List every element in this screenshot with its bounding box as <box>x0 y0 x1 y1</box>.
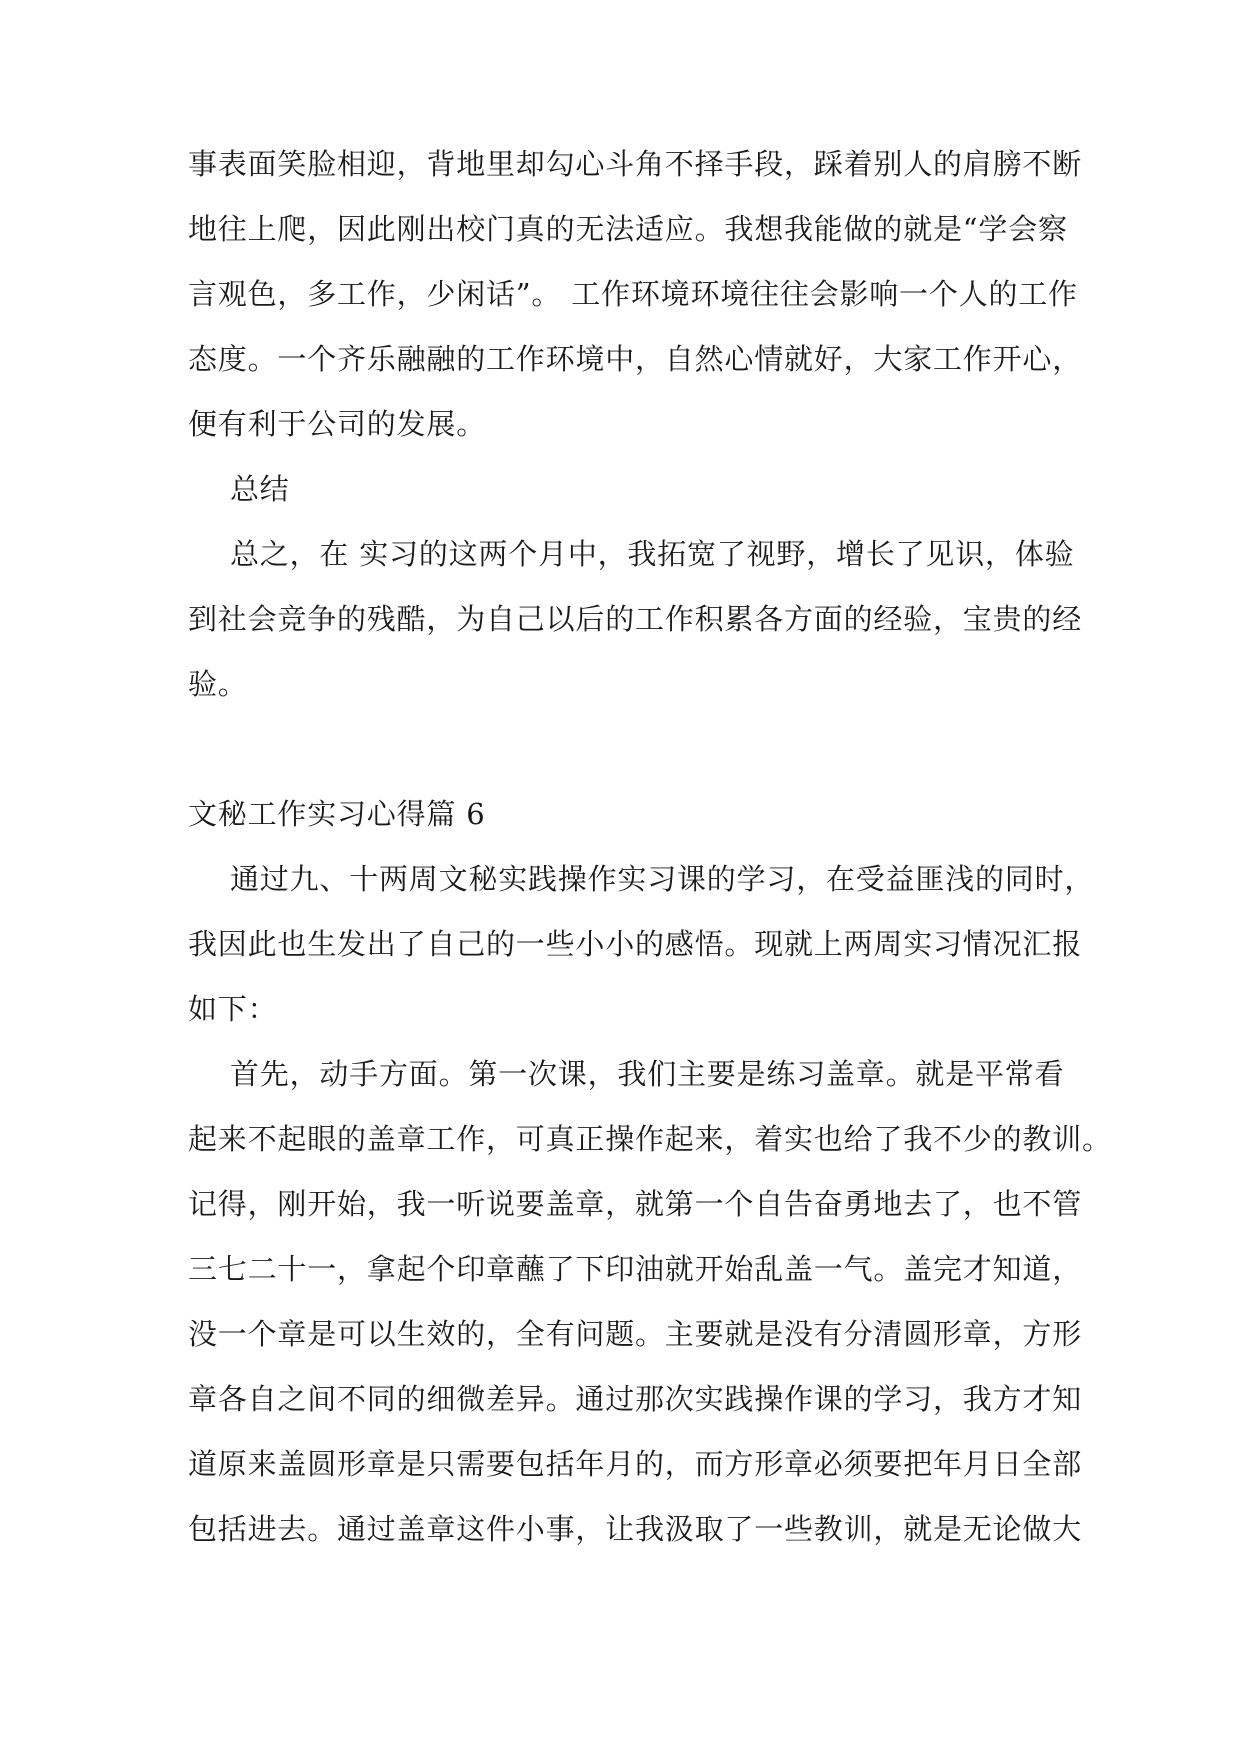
paragraph-line: 首先，动手方面。第一次课，我们主要是练习盖章。就是平常看 <box>230 1057 1065 1091</box>
paragraph-line: 包括进去。通过盖章这件小事，让我汲取了一些教训，就是无论做大 <box>188 1512 1083 1546</box>
paragraph-line: 章各自之间不同的细微差异。通过那次实践操作课的学习，我方才知 <box>188 1382 1083 1416</box>
paragraph-line: 道原来盖圆形章是只需要包括年月的，而方形章必须要把年月日全部 <box>188 1447 1083 1481</box>
paragraph-line: 总之，在 实习的这两个月中，我拓宽了视野，增长了见识，体验 <box>230 537 1075 571</box>
section-heading: 总结 <box>230 472 290 506</box>
paragraph-line: 没一个章是可以生效的，全有问题。主要就是没有分清圆形章，方形 <box>188 1317 1083 1351</box>
paragraph-line: 言观色，多工作，少闲话”。 工作环境环境往往会影响一个人的工作 <box>188 277 1078 311</box>
paragraph-line: 记得，刚开始，我一听说要盖章，就第一个自告奋勇地去了，也不管 <box>188 1187 1083 1221</box>
paragraph-line: 验。 <box>188 667 248 701</box>
paragraph-line: 便有利于公司的发展。 <box>188 407 487 441</box>
article-title: 文秘工作实习心得篇 6 <box>188 797 486 831</box>
paragraph-line: 我因此也生发出了自己的一些小小的感悟。现就上两周实习情况汇报 <box>188 927 1083 961</box>
paragraph-line: 如下： <box>188 992 278 1026</box>
paragraph-line: 通过九、十两周文秘实践操作实习课的学习，在受益匪浅的同时， <box>230 862 1095 896</box>
paragraph-line: 三七二十一，拿起个印章蘸了下印油就开始乱盖一气。盖完才知道， <box>188 1252 1083 1286</box>
paragraph-line: 起来不起眼的盖章工作，可真正操作起来，着实也给了我不少的教训。 <box>188 1122 1112 1156</box>
paragraph-line: 事表面笑脸相迎，背地里却勾心斗角不择手段，踩着别人的肩膀不断 <box>188 147 1083 181</box>
paragraph-line: 到社会竞争的残酷，为自己以后的工作积累各方面的经验，宝贵的经 <box>188 602 1083 636</box>
paragraph-line: 地往上爬，因此刚出校门真的无法适应。我想我能做的就是“学会察 <box>188 212 1068 246</box>
paragraph-line: 态度。一个齐乐融融的工作环境中，自然心情就好，大家工作开心， <box>188 342 1083 376</box>
